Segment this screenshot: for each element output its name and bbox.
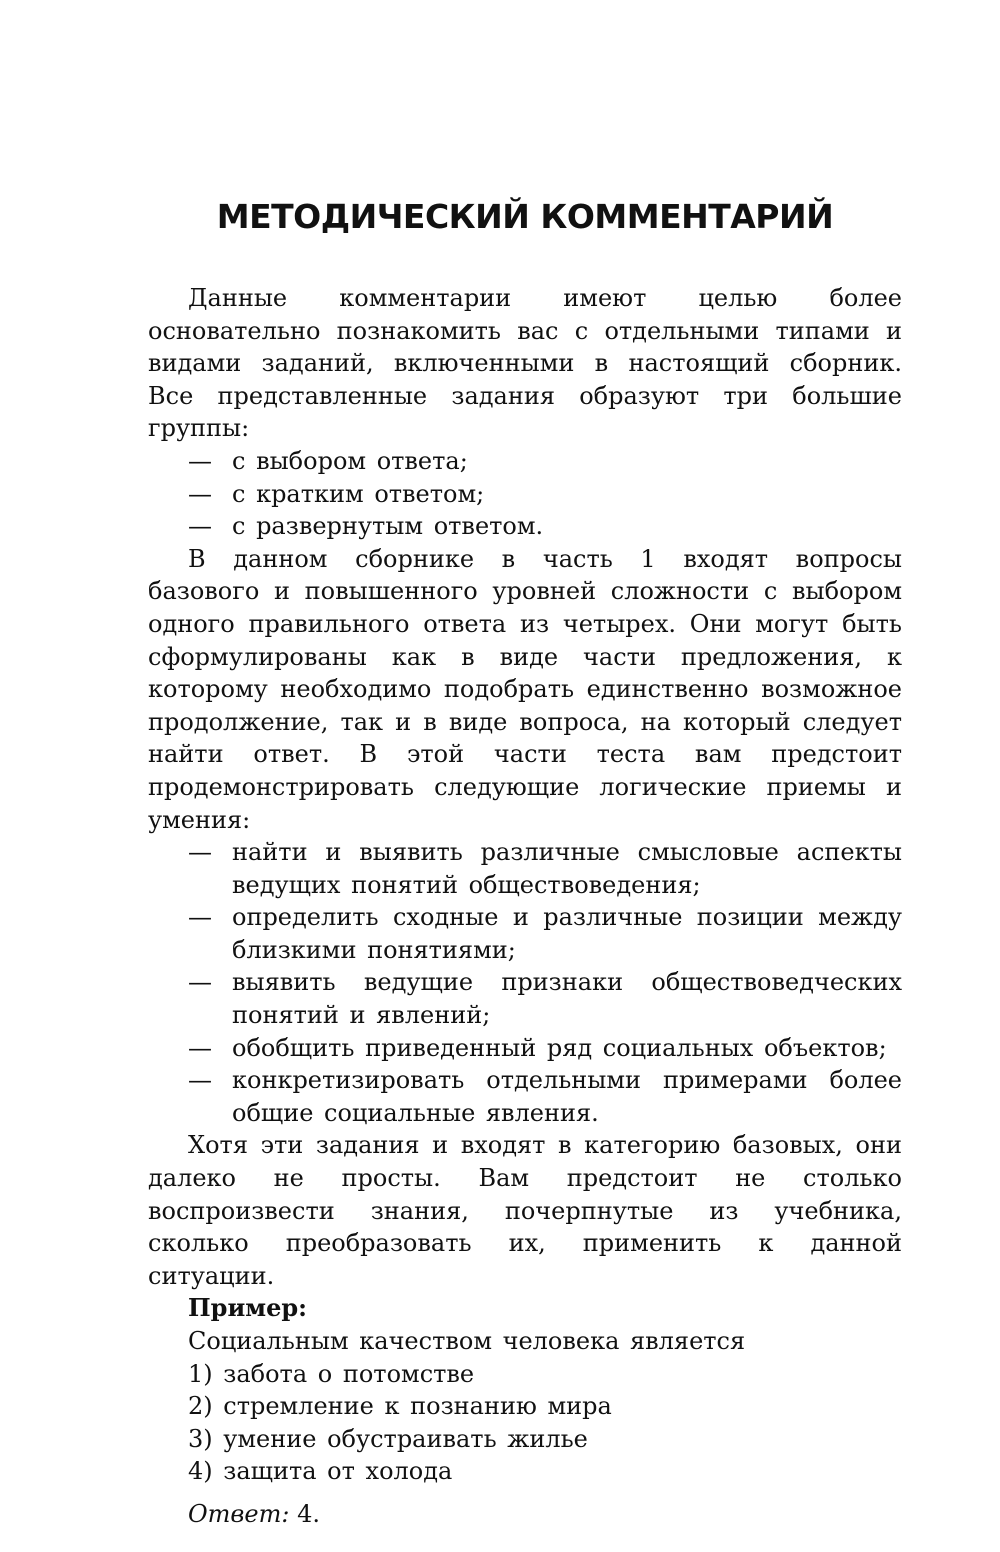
dash-marker: — bbox=[188, 903, 212, 932]
answer-value: 4. bbox=[297, 1499, 320, 1528]
dash-marker: — bbox=[188, 446, 212, 475]
dash-marker: — bbox=[188, 479, 212, 508]
page-title: МЕТОДИЧЕСКИЙ КОММЕНТАРИЙ bbox=[216, 197, 834, 236]
example-question: Социальным качеством человека является bbox=[188, 1327, 746, 1355]
option-item: 4) защита от холода bbox=[188, 1457, 453, 1486]
example-answer bbox=[148, 1498, 902, 1531]
list-item: — обобщить приведенный ряд социальных объектов; bbox=[148, 1032, 902, 1065]
skills-list bbox=[148, 836, 902, 1129]
dash-marker: — bbox=[188, 512, 212, 541]
list-item: — конкретизировать отдельными примерами более общие социальные явления. bbox=[188, 1066, 902, 1127]
example-label: Пример: bbox=[188, 1293, 308, 1323]
option-item: 1) забота о потомстве bbox=[188, 1359, 475, 1388]
answer-label: Ответ: bbox=[188, 1499, 290, 1528]
list-item: — определить сходные и различные позиции между близкими понятиями; bbox=[188, 903, 902, 964]
dash-marker: — bbox=[188, 1066, 212, 1095]
option-item: 3) умение обустраивать жилье bbox=[188, 1424, 588, 1453]
note-paragraph: Хотя эти задания и входят в категорию базовых, они далеко не просты. Вам предстоит не столько воспроизвести знания, почерпнутые из учебника, сколько преобразовать их, применить к данной ситуации. bbox=[148, 1131, 902, 1290]
list-item: — с кратким ответом; bbox=[148, 478, 902, 511]
example-options bbox=[148, 1358, 902, 1488]
dash-marker: — bbox=[188, 1033, 212, 1062]
list-item: — выявить ведущие признаки обществоведческих понятий и явлений; bbox=[188, 968, 902, 1030]
intro-paragraph: Данные комментарии имеют целью более основательно познакомить вас с отдельными типами и видами заданий, включенными в настоящий сборник. Все представленные задания образуют три большие группы: bbox=[148, 284, 902, 443]
option-item: 2) стремление к познанию мира bbox=[188, 1392, 612, 1421]
list-item: — с развернутым ответом. bbox=[148, 510, 902, 543]
page-content bbox=[148, 190, 902, 1531]
dash-marker: — bbox=[188, 838, 212, 867]
part1-paragraph: В данном сборнике в часть 1 входят вопросы базового и повышенного уровней сложности с выбором одного правильного ответа из четырех. Они могут быть сформулированы как в виде части предложения, к которому необходимо подобрать единственно возможное продолжение, так и в виде вопроса, на который следует найти ответ. В этой части теста вам предстоит продемонстрировать следующие логические приемы и умения: bbox=[148, 544, 902, 834]
task-groups-list bbox=[148, 445, 902, 543]
dash-marker: — bbox=[188, 968, 212, 997]
list-item: — найти и выявить различные смысловые аспекты ведущих понятий обществоведения; bbox=[188, 838, 902, 899]
list-item: — с выбором ответа; bbox=[148, 445, 902, 478]
